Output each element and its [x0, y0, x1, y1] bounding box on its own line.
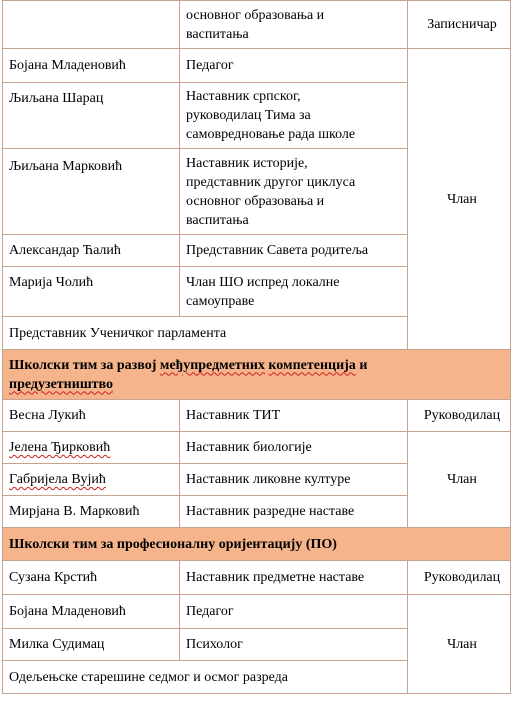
role-line: Члан ШО испред локалне — [186, 274, 340, 290]
name-cell: Бојана Младеновић — [3, 595, 180, 629]
position-cell: Записничар — [408, 1, 511, 49]
footer-cell: Одељењске старешине седмог и осмог разреда — [3, 661, 408, 694]
name-cell: Весна Лукић — [3, 400, 180, 432]
name-cell — [3, 432, 180, 464]
section-title — [3, 350, 511, 400]
role-cell: Психолог — [180, 629, 408, 661]
role-line: самовредновање рада школе — [186, 127, 356, 142]
role-cell: Представник Савета родитеља — [180, 235, 408, 267]
role-line: руководилац Тима за — [186, 108, 311, 123]
section-title: Школски тим за професионалну оријентацију (ПО) — [3, 528, 511, 561]
role-cell: Наставник предметне наставе — [180, 561, 408, 595]
name-cell: Љиљана Шарац — [3, 83, 180, 149]
teams-table — [2, 0, 511, 694]
table-row — [3, 49, 511, 83]
section-header — [3, 528, 511, 561]
name-cell — [3, 1, 180, 49]
section-title-text: предузетништво — [9, 376, 113, 392]
section-header — [3, 350, 511, 400]
position-cell: Руководилац — [408, 561, 511, 595]
role-cell: Наставник разредне наставе — [180, 496, 408, 528]
table-row — [3, 561, 511, 595]
position-cell: Руководилац — [408, 400, 511, 432]
role-line: Наставник српског, — [186, 89, 301, 104]
role-cell: Наставник ТИТ — [180, 400, 408, 432]
name-cell: Милка Судимац — [3, 629, 180, 661]
role-cell — [180, 1, 408, 49]
name-cell: Сузана Крстић — [3, 561, 180, 595]
name-cell — [3, 464, 180, 496]
role-line: Наставник историје, — [186, 155, 308, 171]
role-line: основног образовања и — [186, 7, 325, 23]
table-row — [3, 595, 511, 629]
name-text: Габријела Вујић — [9, 472, 106, 487]
role-cell: Педагог — [180, 595, 408, 629]
table-row — [3, 1, 511, 49]
section-title-text: и — [355, 357, 368, 373]
table-row — [3, 432, 511, 464]
section-title-text: међупредметних — [159, 357, 265, 373]
role-cell — [180, 149, 408, 235]
role-cell: Наставник биологије — [180, 432, 408, 464]
name-cell: Мирјана В. Марковић — [3, 496, 180, 528]
role-line: васпитања — [186, 26, 249, 42]
role-line: самоуправе — [186, 293, 255, 309]
role-cell: Педагог — [180, 49, 408, 83]
name-cell: Бојана Младеновић — [3, 49, 180, 83]
member-label-cell: Члан — [408, 432, 511, 528]
student-rep-cell: Представник Ученичког парламента — [3, 317, 408, 350]
name-cell: Љиљана Марковић — [3, 149, 180, 235]
role-cell — [180, 83, 408, 149]
table-row — [3, 400, 511, 432]
name-cell: Марија Чолић — [3, 267, 180, 317]
name-cell: Александар Ћалић — [3, 235, 180, 267]
section-title-text: Школски тим за развој — [9, 357, 160, 373]
member-label-cell: Члан — [408, 49, 511, 350]
name-text: Јелена Ђирковић — [9, 440, 111, 455]
section-title-text: компетенција — [268, 357, 356, 373]
role-line: васпитања — [186, 212, 249, 228]
member-label-cell: Члан — [408, 595, 511, 694]
role-cell — [180, 267, 408, 317]
role-line: представник другог циклуса — [186, 174, 356, 190]
role-line: основног образовања и — [186, 193, 325, 209]
role-cell: Наставник ликовне културе — [180, 464, 408, 496]
